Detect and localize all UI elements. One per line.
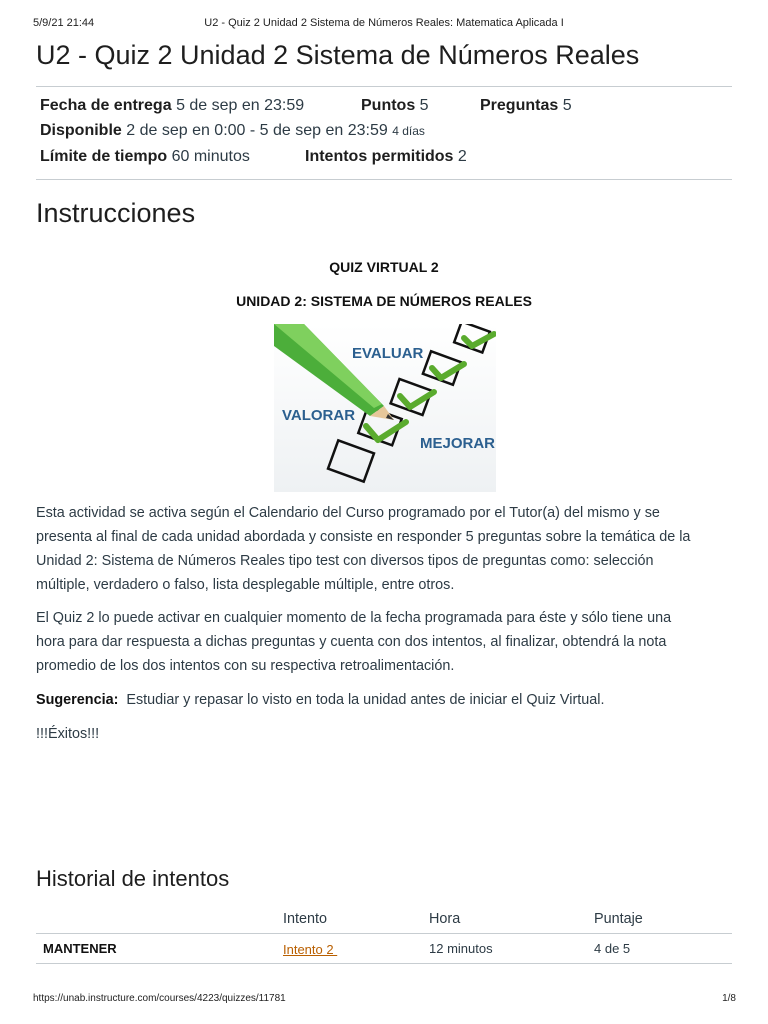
divider	[36, 179, 732, 180]
suggestion-label: Sugerencia:	[36, 692, 119, 708]
paragraph-line: presenta al final de cada unidad abordada y consiste en responder 5 preguntas sobre la temática de la	[36, 529, 691, 545]
available-value: 2 de sep en 0:00 - 5 de sep en 23:59	[126, 122, 388, 139]
check-1	[464, 334, 494, 346]
attempts-field	[305, 148, 467, 166]
word-evaluar: EVALUAR	[352, 345, 424, 362]
evaluation-checklist-image	[274, 324, 496, 492]
table-divider	[36, 963, 732, 964]
footer-url: https://unab.instructure.com/courses/4223/quizzes/11781	[33, 993, 286, 1004]
points-label: Puntos	[361, 97, 416, 114]
paragraph-line: hora para dar respuesta a dichas preguntas y cuenta con dos intentos, al finalizar, obtendrá la nota	[36, 634, 667, 650]
available-days: 4 días	[392, 124, 425, 138]
print-doc-title: U2 - Quiz 2 Unidad 2 Sistema de Números Reales: Matematica Aplicada I	[204, 17, 564, 29]
success-message: !!!Éxitos!!!	[36, 726, 100, 742]
checkbox-5	[328, 440, 374, 481]
time-limit-label: Límite de tiempo	[40, 148, 168, 165]
questions-label: Preguntas	[480, 97, 559, 114]
suggestion-paragraph	[36, 688, 736, 712]
paragraph-line: promedio de los dos intentos con su respectiva retroalimentación.	[36, 658, 455, 674]
row-status: MANTENER	[43, 941, 117, 956]
header-time: Hora	[429, 911, 461, 927]
footer-page-number: 1/8	[722, 993, 736, 1004]
checklist-illustration	[274, 324, 496, 492]
word-valorar: VALORAR	[282, 407, 356, 424]
paragraph-line: Unidad 2: Sistema de Números Reales tipo test con diversos tipos de preguntas como: selección	[36, 553, 654, 569]
header-score: Puntaje	[594, 911, 643, 927]
word-mejorar: MEJORAR	[420, 435, 496, 452]
attempt-link[interactable]: Intento 2	[283, 942, 338, 957]
available-field	[40, 122, 425, 140]
instructions-paragraph-1	[36, 501, 736, 597]
questions-field	[480, 97, 572, 115]
attempt-history-title: Historial de intentos	[36, 866, 230, 891]
points-field	[361, 97, 429, 115]
attempts-label: Intentos permitidos	[305, 148, 454, 165]
suggestion-text: Estudiar y repasar lo visto en toda la unidad antes de iniciar el Quiz Virtual.	[118, 692, 605, 708]
row-score: 4 de 5	[594, 941, 631, 956]
paragraph-line: Esta actividad se activa según el Calendario del Curso programado por el Tutor(a) del mismo y se	[36, 505, 660, 521]
questions-value: 5	[562, 97, 572, 114]
time-limit-value: 60 minutos	[171, 148, 250, 165]
paragraph-line: El Quiz 2 lo puede activar en cualquier momento de la fecha programada para éste y sólo tiene una	[36, 610, 672, 626]
attempts-value: 2	[457, 148, 467, 165]
check-4	[366, 422, 406, 440]
row-attempt-cell	[283, 941, 337, 957]
unit-line: UNIDAD 2: SISTEMA DE NÚMEROS REALES	[236, 293, 532, 309]
points-value: 5	[419, 97, 429, 114]
print-date: 5/9/21 21:44	[33, 17, 95, 29]
page-title: U2 - Quiz 2 Unidad 2 Sistema de Números Reales	[36, 40, 640, 70]
available-label: Disponible	[40, 122, 122, 139]
header-attempt: Intento	[283, 911, 328, 927]
divider	[36, 86, 732, 87]
instructions-paragraph-2	[36, 606, 736, 678]
time-limit-field	[40, 148, 250, 166]
row-time: 12 minutos	[429, 941, 493, 956]
quiz-line: QUIZ VIRTUAL 2	[329, 259, 439, 275]
instructions-heading: Instrucciones	[36, 198, 196, 228]
table-divider	[36, 933, 732, 934]
due-date-label: Fecha de entrega	[40, 97, 172, 114]
due-date-field	[40, 97, 304, 115]
pencil-icon	[274, 324, 394, 420]
paragraph-line: múltiple, verdadero o falso, lista desplegable múltiple, entre otros.	[36, 577, 455, 593]
due-date-value: 5 de sep en 23:59	[176, 97, 305, 114]
